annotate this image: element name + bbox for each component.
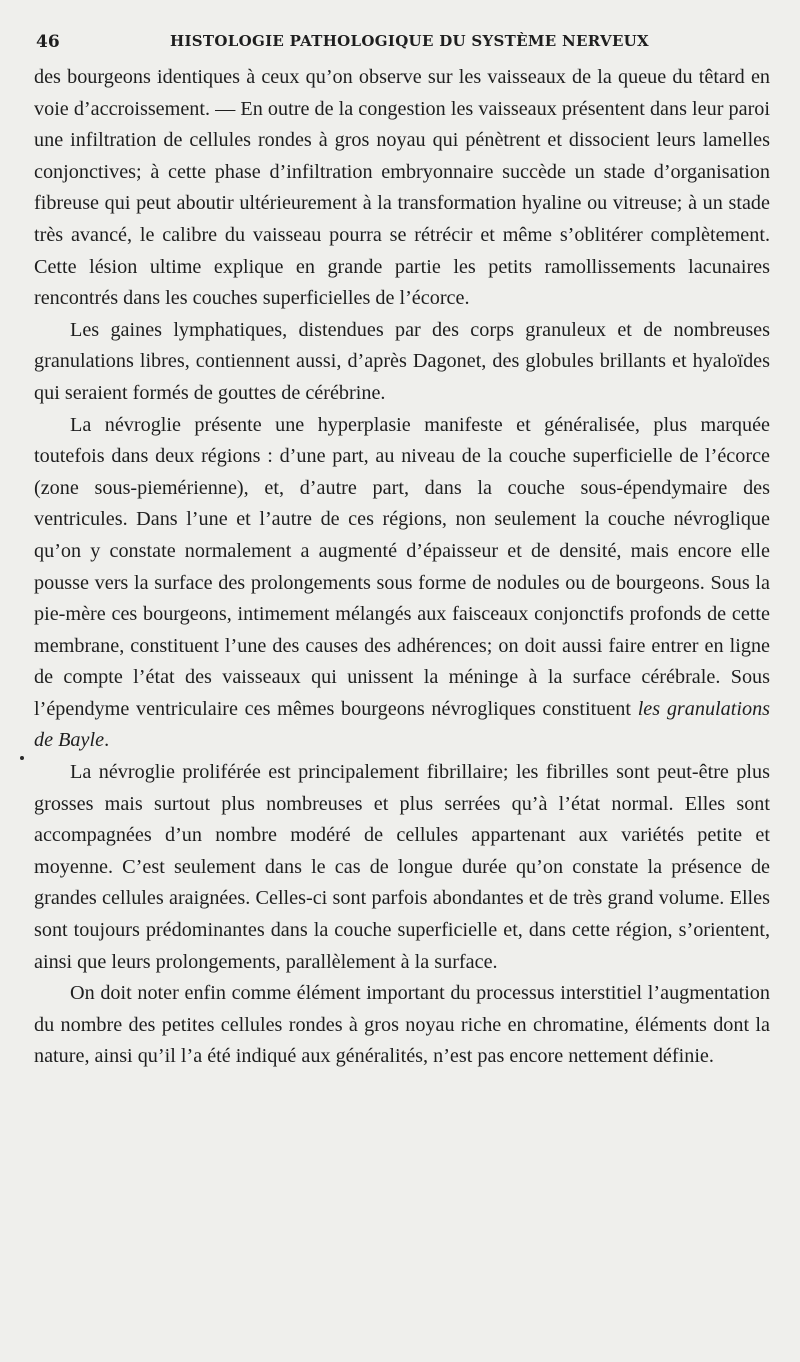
paragraph-1: des bourgeons identiques à ceux qu’on observe sur les vaisseaux de la queue du têtard en voie d’accroissement. — En outre de la congestion les vaisseaux présentent dans leur paroi une infiltration de cellules rondes à gros noyau qui pénètrent et dissocient leurs lamelles conjonctives; à cette phase d’infiltration embryonnaire succède un stade d’organisation fibreuse qui peut aboutir ultérieurement à la transformation hyaline ou vitreuse; à un stade très avancé, le calibre du vaisseau pourra se rétrécir et même s’oblitérer complètement. Cette lésion ultime explique en grande partie les petits ramollissements lacunaires rencontrés dans les couches superficielles de l’écorce.: [34, 66, 770, 310]
paragraph-5: On doit noter enfin comme élément important du processus interstitiel l’augmentation du nombre des petites cellules rondes à gros noyau riche en chromatine, éléments dont la nature, ainsi qu’il l’a été indiqué aux généralités, n’est pas encore nettement définie.: [34, 982, 770, 1068]
paragraph-2: Les gaines lymphatiques, distendues par des corps granuleux et de nombreuses granulations libres, contiennent aussi, d’après Dagonet, des globules brillants et hyaloïdes qui seraient formés de gouttes de cérébrine.: [34, 318, 770, 404]
paragraph-3: [34, 410, 770, 758]
paragraph-4: La névroglie proliférée est principalement fibrillaire; les fibrilles sont peut-être plus grosses mais surtout plus nombreuses et plus serrées qu’à l’état normal. Elles sont accompagnées d’un nombre modéré de cellules appartenant aux variétés petite et moyenne. C’est seulement dans le cas de longue durée qu’on constate la présence de grandes cellules araignées. Celles-ci sont parfois abondantes et de très grand volume. Elles sont toujours prédominantes dans la couche superficielle et, dans cette région, s’orientent, ainsi que leurs prolongements, parallèlement à la surface.: [34, 761, 770, 973]
running-title: HISTOLOGIE PATHOLOGIQUE DU SYSTÈME NERVEUX: [170, 32, 649, 50]
page-number: 46: [36, 32, 60, 52]
italic-term: les granulations de Bayle: [34, 697, 771, 752]
paragraph-3-end: .: [104, 729, 110, 752]
margin-mark: [20, 756, 24, 760]
paragraph-3-text: La névroglie présente une hyperplasie manifeste et généralisée, plus marquée toutefois dans deux régions : d’une part, au niveau de la couche superficielle de l’écorce (zone sous-piemérienne), et, d’autre part, dans la couche sous-épendymaire des ventricules. Dans l’une et l’autre de ces régions, non seulement la couche névroglique qu’on y constate normalement a augmenté d’épaisseur et de densité, mais encore elle pousse vers la surface des prolongements sous forme de nodules ou de bourgeons. Sous la pie-mère ces bourgeons, intimement mélangés aux faisceaux conjonctifs profonds de cette membrane, constituent l’une des causes des adhérences; on doit aussi faire entrer en ligne de compte l’état des vaisseaux qui unissent la méninge à la surface cérébrale. Sous l’épendyme ventriculaire ces mêmes bourgeons névrogliques constituent: [34, 413, 770, 720]
body-text: [34, 62, 770, 1073]
